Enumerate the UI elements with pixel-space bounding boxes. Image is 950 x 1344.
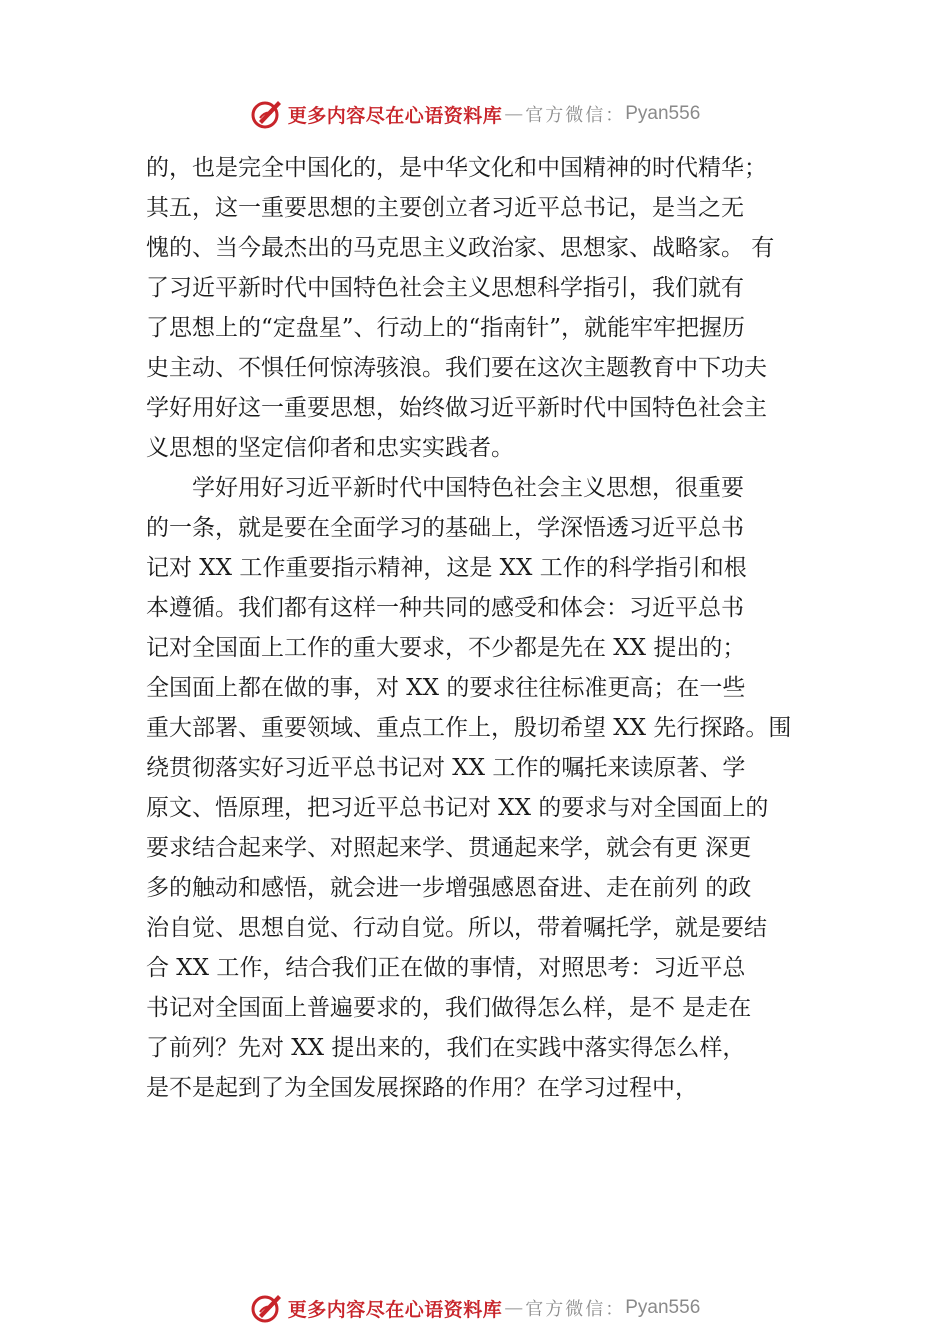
text-line: 绕贯彻落实好习近平总书记对 XX 工作的嘱托来读原著、学 xyxy=(146,755,746,781)
footer-wechat-id: Pyan556 xyxy=(625,1297,701,1318)
text-line: 义思想的坚定信仰者和忠实实践者。 xyxy=(146,435,514,461)
header-wechat-label: 官方微信： xyxy=(525,105,626,126)
text-line: 全国面上都在做的事，对 XX 的要求往往标准更高；在一些 xyxy=(146,675,746,701)
text-line: 记对 XX 工作重要指示精神，这是 XX 工作的科学指引和根 xyxy=(146,555,747,581)
text-line: 学好用好这一重要思想，始终做习近平新时代中国特色社会主 xyxy=(146,395,767,421)
document-body xyxy=(146,148,836,1108)
text-line: 原文、悟原理，把习近平总书记对 XX 的要求与对全国面上的 xyxy=(146,795,769,821)
footer-brand: 更多内容尽在心语资料库 xyxy=(287,1298,503,1321)
header-separator: — xyxy=(504,103,524,125)
text-line: 书记对全国面上普遍要求的，我们做得怎么样，是不 是走在 xyxy=(146,995,752,1021)
text-line: 愧的、当今最杰出的马克思主义政治家、思想家、战略家。 有 xyxy=(146,235,775,261)
text-line: 记对全国面上工作的重大要求，不少都是先在 XX 提出的； xyxy=(146,635,746,661)
text-line: 是不是起到了为全国发展探路的作用？在学习过程中， xyxy=(146,1075,698,1101)
text-line: 了前列？先对 XX 提出来的，我们在实践中落实得怎么样， xyxy=(146,1035,746,1061)
text-line: 史主动、不惧任何惊涛骇浪。我们要在这次主题教育中下功夫 xyxy=(146,355,767,381)
text-line: 多的触动和感悟，就会进一步增强感恩奋进、走在前列 的政 xyxy=(146,875,752,901)
text-line: 学好用好习近平新时代中国特色社会主义思想，很重要 xyxy=(146,475,744,501)
footer-wechat-label: 官方微信： xyxy=(525,1299,626,1320)
text-line: 重大部署、重要领域、重点工作上，殷切希望 XX 先行探路。围 xyxy=(146,715,792,741)
text-line: 其五，这一重要思想的主要创立者习近平总书记，是当之无 xyxy=(146,195,744,221)
footer-banner xyxy=(0,1288,950,1328)
text-line: 了思想上的“定盘星”、行动上的“指南针”，就能牢牢把握历 xyxy=(146,315,746,341)
text-line: 本遵循。我们都有这样一种共同的感受和体会：习近平总书 xyxy=(146,595,744,621)
header-brand: 更多内容尽在心语资料库 xyxy=(287,104,503,127)
text-line: 的，也是完全中国化的，是中华文化和中国精神的时代精华； xyxy=(146,155,767,181)
header-wechat-id: Pyan556 xyxy=(625,103,701,124)
text-line: 治自觉、思想自觉、行动自觉。所以，带着嘱托学，就是要结 xyxy=(146,915,767,941)
header-banner xyxy=(0,94,950,134)
quill-logo-icon xyxy=(250,97,284,131)
text-line: 合 XX 工作，结合我们正在做的事情，对照思考：习近平总 xyxy=(146,955,746,981)
footer-separator: — xyxy=(504,1297,524,1319)
text-line: 的一条，就是要在全面学习的基础上，学深悟透习近平总书 xyxy=(146,515,744,541)
quill-logo-icon xyxy=(250,1291,284,1325)
text-line: 了习近平新时代中国特色社会主义思想科学指引，我们就有 xyxy=(146,275,744,301)
text-line: 要求结合起来学、对照起来学、贯通起来学，就会有更 深更 xyxy=(146,835,752,861)
